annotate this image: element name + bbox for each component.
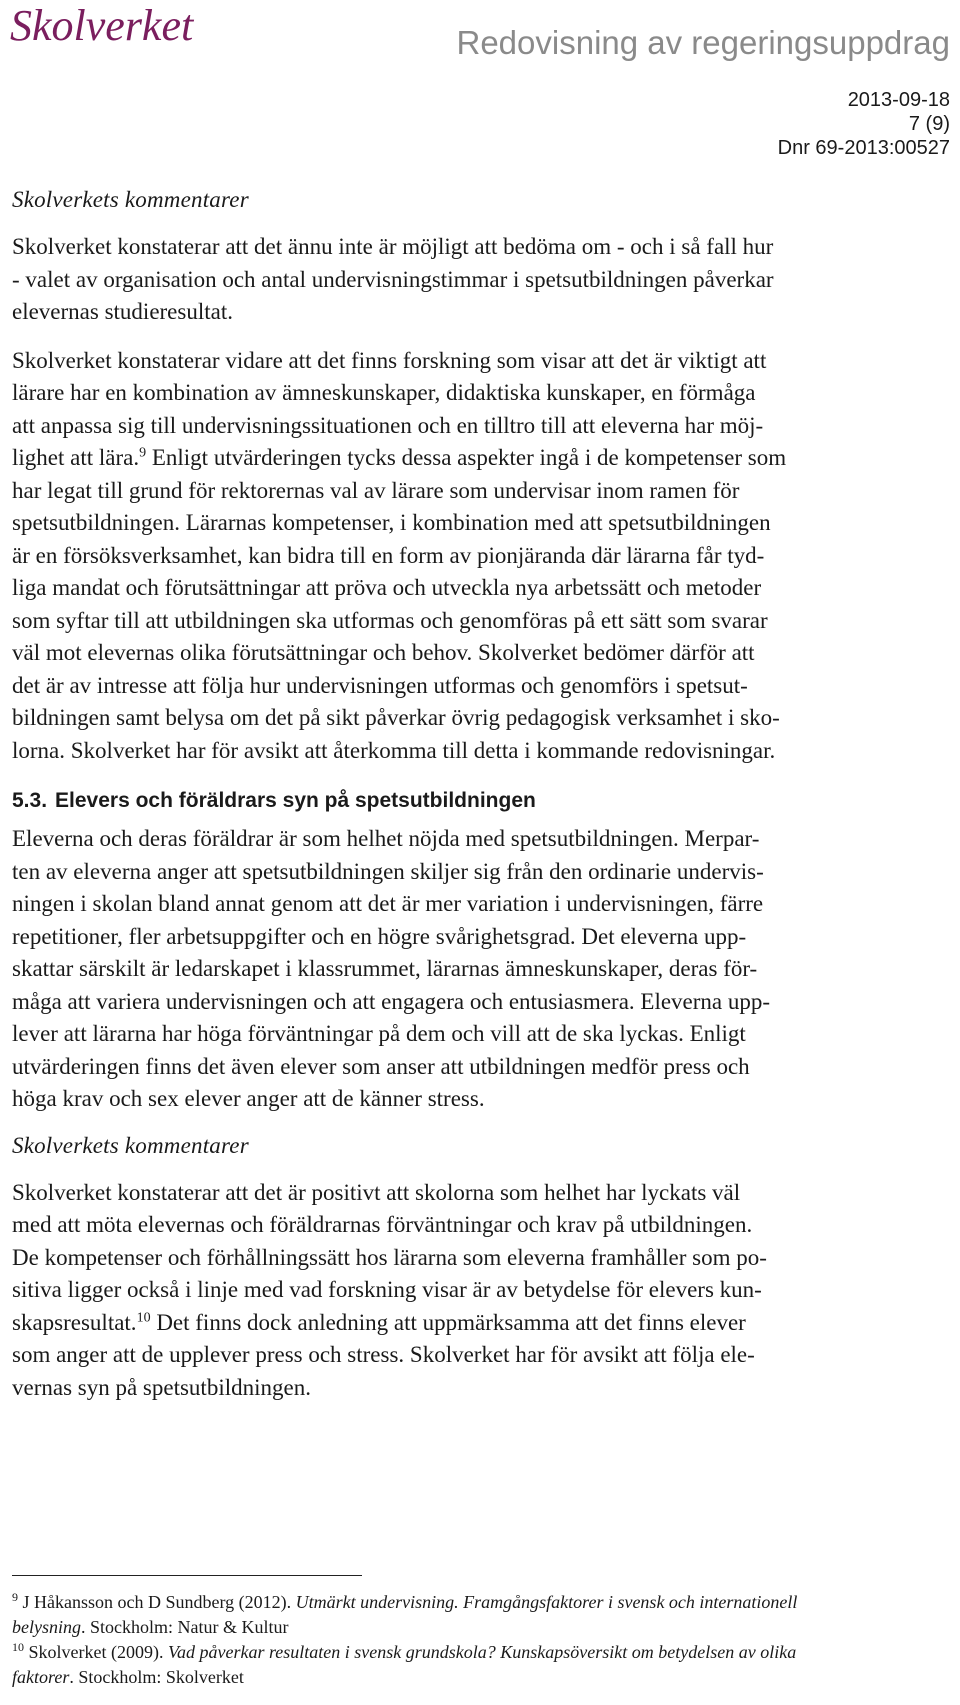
text-line: lorna. Skolverket har för avsikt att återkomma till detta i kommande redovisningar. xyxy=(12,737,776,763)
footnote-number: 9 xyxy=(12,1590,18,1604)
footnote-title: Vad påverkar resultaten i svensk grundskola? Kunskapsöversikt om betydelsen av olika xyxy=(167,1642,797,1662)
footnote-divider xyxy=(12,1575,362,1576)
document-dnr: Dnr 69-2013:00527 xyxy=(777,137,950,159)
paragraph-4 xyxy=(12,1177,952,1405)
text-line: är en försöksverksamhet, kan bidra till en form av pionjäranda där lärarna får tyd- xyxy=(12,542,765,568)
text-line: Skolverket konstaterar att det ännu inte är möjligt att bedöma om - och i så fall hur xyxy=(12,234,774,259)
section-heading xyxy=(12,787,952,815)
footnote-text: . Stockholm: Natur & Kultur xyxy=(81,1617,289,1637)
footnote-ref-9[interactable]: 9 xyxy=(139,445,147,461)
text-line: sitiva ligger också i linje med vad forskning visar är av betydelse för elevers kun- xyxy=(12,1277,762,1302)
text-line: vernas syn på spetsutbildningen. xyxy=(12,1374,311,1400)
text-line: skattar särskilt är ledarskapet i klassrummet, lärarnas ämneskunskaper, deras för- xyxy=(12,956,758,981)
section-title: Elevers och föräldrars syn på spetsutbildningen xyxy=(55,789,536,812)
footnote-number: 10 xyxy=(12,1640,24,1654)
text-fragment: Enligt utvärderingen tycks dessa aspekter ingå i de kompetenser som xyxy=(146,445,787,470)
text-line: repetitioner, fler arbetsuppgifter och en högre svårighetsgrad. Det eleverna upp- xyxy=(12,923,747,949)
text-line: lever att lärarna har höga förväntningar på dem och vill att de ska lyckas. Enligt xyxy=(12,1021,746,1046)
text-line: att anpassa sig till undervisningssituationen och en tilltro till att eleverna har möj- xyxy=(12,412,764,438)
footnote-10 xyxy=(12,1640,952,1665)
text-fragment: lighet att lära. xyxy=(12,445,140,470)
section-number: 5.3. xyxy=(12,789,48,812)
text-line: elevernas studieresultat. xyxy=(12,299,233,324)
footnotes xyxy=(12,1590,952,1690)
paragraph-2 xyxy=(12,345,952,768)
text-line: väl mot elevernas olika förutsättningar och behov. Skolverket bedömer därför att xyxy=(12,640,755,665)
text-line xyxy=(12,1307,952,1340)
text-line: det är av intresse att följa hur undervisningen utformas och genomförs i spetsut- xyxy=(12,672,748,698)
text-line: bildningen samt belysa om det på sikt påverkar övrig pedagogisk verksamhet i sko- xyxy=(12,705,780,730)
footnote-text: J Håkansson och D Sundberg (2012). xyxy=(18,1592,296,1612)
text-line: De kompetenser och förhållningssätt hos lärarna som eleverna framhåller som po- xyxy=(12,1244,767,1270)
footnote-title: faktorer xyxy=(12,1667,70,1687)
text-line: som syftar till att utbildningen ska utformas och genomföras på ett sätt som svarar xyxy=(12,607,768,633)
comments-heading: Skolverkets kommentarer xyxy=(12,187,249,212)
text-line: liga mandat och förutsättningar att pröva och utveckla nya arbetssätt och metoder xyxy=(12,575,762,600)
text-line: måga att variera undervisningen och att engagera och entusiasmera. Eleverna upp- xyxy=(12,988,771,1014)
text-line: Skolverket konstaterar vidare att det finns forskning som visar att det är viktigt att xyxy=(12,347,767,373)
text-line: spetsutbildningen. Lärarnas kompetenser, i kombination med att spetsutbildningen xyxy=(12,510,771,535)
document-meta xyxy=(778,88,950,160)
paragraph-1 xyxy=(12,231,952,329)
document-type: Redovisning av regeringsuppdrag xyxy=(456,24,950,61)
text-line: ningen i skolan bland annat genom att det är mer variation i undervisningen, färre xyxy=(12,891,764,916)
page-number: 7 (9) xyxy=(908,113,950,135)
footnote-9 xyxy=(12,1590,952,1615)
text-line: lärare har en kombination av ämneskunskaper, didaktiska kunskaper, en förmåga xyxy=(12,380,756,405)
text-fragment: Det finns dock anledning att uppmärksamma att det finns elever xyxy=(150,1309,746,1335)
footnote-ref-10[interactable]: 10 xyxy=(136,1309,151,1325)
document-body xyxy=(12,186,952,1420)
footnote-text: . Stockholm: Skolverket xyxy=(69,1667,244,1687)
text-line: som anger att de upplever press och stress. Skolverket har för avsikt att följa ele- xyxy=(12,1342,755,1367)
comments-heading-2: Skolverkets kommentarer xyxy=(12,1132,249,1158)
skolverket-logo xyxy=(10,0,270,56)
text-line: ten av eleverna anger att spetsutbildningen skiljer sig från den ordinarie undervis- xyxy=(12,858,764,884)
text-fragment: skapsresultat. xyxy=(12,1309,137,1335)
document-date: 2013-09-18 xyxy=(847,89,950,111)
text-line: höga krav och sex elever anger att de känner stress. xyxy=(12,1086,485,1111)
text-line: med att möta elevernas och föräldrarnas förväntningar och krav på utbildningen. xyxy=(12,1212,753,1237)
text-line: utvärderingen finns det även elever som anser att utbildningen medför press och xyxy=(12,1053,750,1079)
footnote-10-cont xyxy=(12,1665,952,1690)
text-line: Eleverna och deras föräldrar är som helhet nöjda med spetsutbildningen. Merpar- xyxy=(12,826,760,851)
logo-text: Skolverket xyxy=(10,1,194,50)
text-line xyxy=(12,442,952,475)
footnote-title: Utmärkt undervisning. Framgångsfaktorer i svensk och internationell xyxy=(295,1592,798,1612)
text-line: - valet av organisation och antal undervisningstimmar i spetsutbildningen påverkar xyxy=(12,266,774,292)
footnote-9-cont xyxy=(12,1615,952,1640)
paragraph-3 xyxy=(12,823,952,1116)
footnote-title: belysning xyxy=(12,1617,81,1637)
footnote-text: Skolverket (2009). xyxy=(24,1642,168,1662)
text-line: har legat till grund för rektorernas val av lärare som undervisar inom ramen för xyxy=(12,477,740,503)
text-line: Skolverket konstaterar att det är positivt att skolorna som helhet har lyckats väl xyxy=(12,1179,741,1205)
